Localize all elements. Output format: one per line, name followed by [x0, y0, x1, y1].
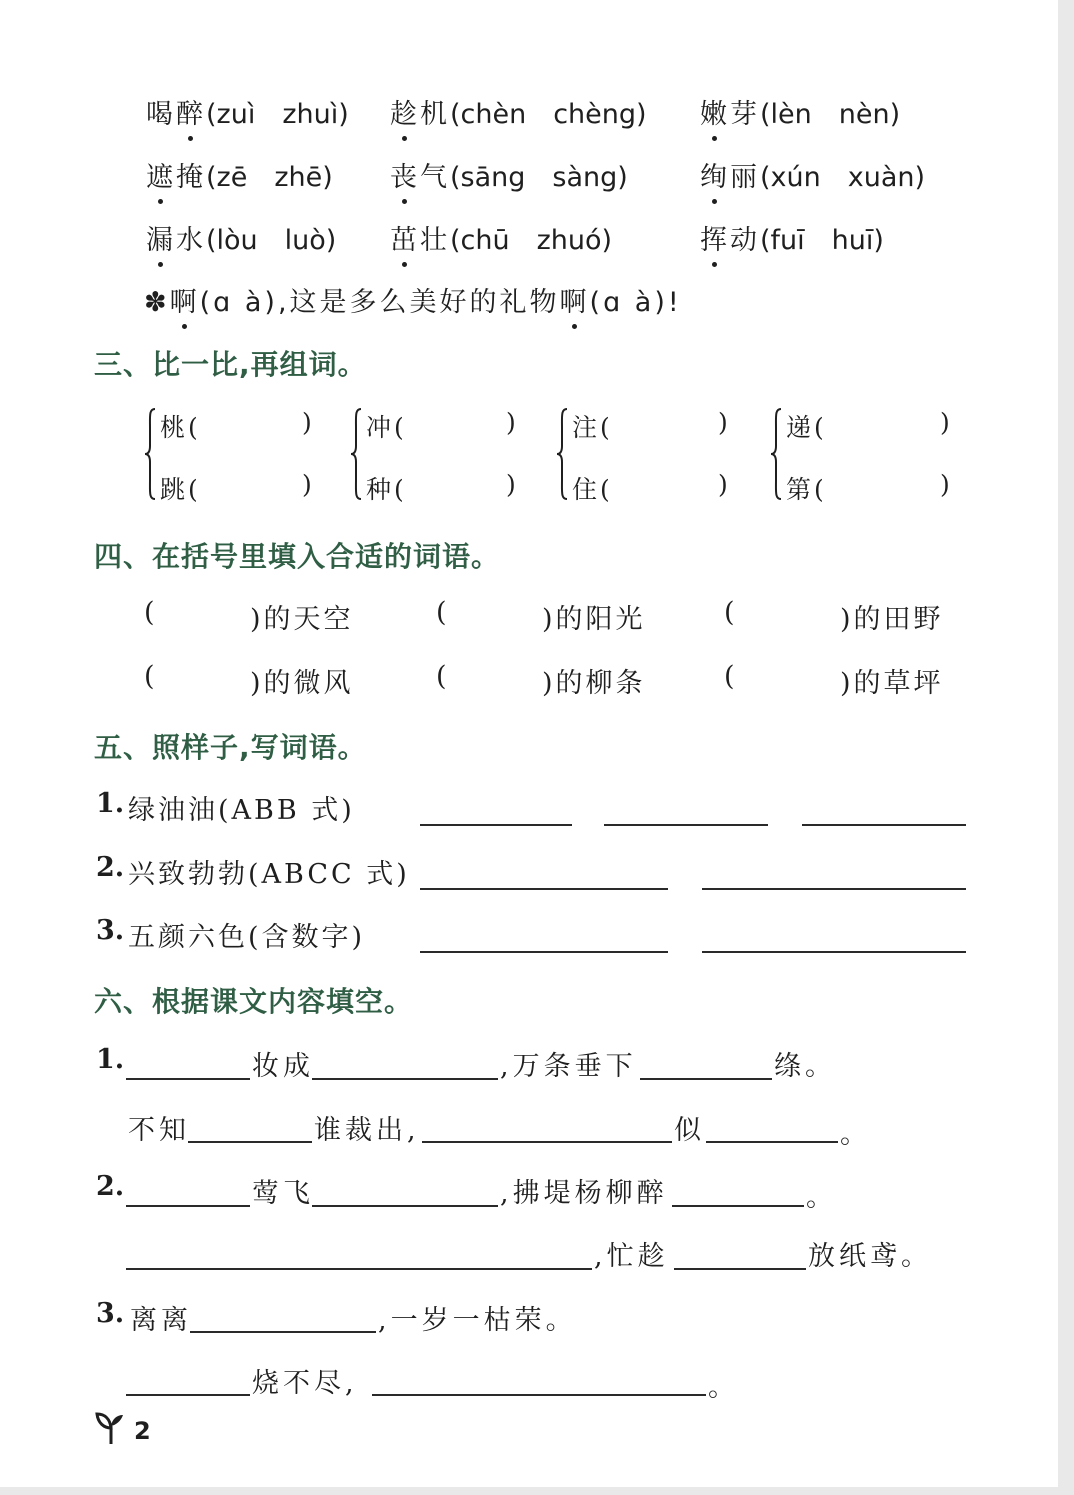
word-chars [700, 162, 760, 193]
q1-text-b: ,万条垂下 [500, 1051, 637, 1082]
compare-close-paren[interactable]: ) [302, 408, 315, 437]
fill-phrase: )的柳条 [542, 668, 646, 699]
brace-icon [144, 408, 156, 500]
blank-line[interactable] [422, 1141, 672, 1143]
word-chars [700, 99, 760, 130]
word-char: 绚 [700, 155, 730, 194]
compare-char: 种( [366, 475, 407, 504]
fill-phrase: )的微风 [250, 668, 354, 699]
word-char: 漏 [146, 218, 176, 257]
blank-line[interactable] [126, 1268, 592, 1270]
word-char: 丽 [730, 162, 760, 193]
blank-line[interactable] [702, 951, 966, 953]
word-chars [390, 162, 450, 193]
section-4-title: 四、在括号里填入合适的词语。 [94, 540, 501, 573]
blank-line[interactable] [420, 951, 668, 953]
q2-text-c: 。 [806, 1182, 837, 1213]
blank-line[interactable] [674, 1268, 806, 1270]
blank-line[interactable] [420, 824, 572, 826]
sentence-middle: 这是多么美好的礼物 [289, 287, 560, 318]
compare-close-paren[interactable]: ) [506, 408, 519, 437]
q2-number: 2. [96, 1171, 125, 1202]
word-char: 气 [420, 162, 450, 193]
blank-line[interactable] [188, 1141, 312, 1143]
brace-icon [350, 408, 362, 500]
q3-number: 3. [96, 1298, 125, 1329]
word-chars [146, 162, 206, 193]
section-5-title: 五、照样子,写词语。 [94, 731, 367, 764]
word-chars [390, 225, 450, 256]
fill-open-paren[interactable]: ( [724, 597, 738, 628]
compare-char: 住( [572, 475, 613, 504]
blank-line[interactable] [672, 1205, 804, 1207]
word-char: 嫩 [700, 92, 730, 131]
word-char: 挥 [700, 218, 730, 257]
blank-line[interactable] [190, 1331, 376, 1333]
compare-char: 注( [572, 413, 613, 442]
pinyin-options-a2: (ɑ à)! [589, 287, 682, 318]
q1-text-f: 似 [674, 1115, 705, 1146]
q1-text-d: 不知 [128, 1115, 190, 1146]
section-3-title: 三、比一比,再组词。 [94, 348, 367, 381]
q3-text-d: 。 [708, 1372, 739, 1403]
word-char: 茁 [390, 218, 420, 257]
q1-text-e: 谁裁出, [314, 1115, 420, 1146]
fill-phrase: )的田野 [840, 604, 944, 635]
fill-open-paren[interactable]: ( [144, 597, 158, 628]
q1-text-a: 妆成 [252, 1051, 314, 1082]
brace-icon [770, 408, 782, 500]
pinyin-options[interactable]: (sāng sàng) [450, 162, 628, 193]
q3-text-c: 烧不尽, [252, 1368, 358, 1399]
compare-char: 递( [786, 413, 827, 442]
compare-close-paren[interactable]: ) [506, 470, 519, 499]
item-number: 2. [96, 852, 125, 883]
compare-char: 桃( [160, 413, 201, 442]
pinyin-options[interactable]: (lòu luò) [206, 225, 337, 256]
polyphone-char-a1: 啊 [170, 280, 200, 319]
item-number: 1. [96, 788, 125, 819]
fill-phrase: )的草坪 [840, 668, 944, 699]
pinyin-item [390, 92, 647, 131]
word-char: 动 [730, 225, 760, 256]
blank-line[interactable] [372, 1394, 706, 1396]
q2-text-b: ,拂堤杨柳醉 [500, 1178, 668, 1209]
fill-open-paren[interactable]: ( [144, 661, 158, 692]
pinyin-options[interactable]: (lèn nèn) [760, 99, 901, 130]
compare-close-paren[interactable]: ) [718, 470, 731, 499]
pinyin-item [700, 218, 884, 257]
blank-line[interactable] [126, 1205, 250, 1207]
word-char: 趁 [390, 92, 420, 131]
q2-text-e: 放纸鸢。 [808, 1241, 932, 1272]
fill-open-paren[interactable]: ( [436, 597, 450, 628]
pinyin-item [146, 155, 333, 194]
q1-text-g: 。 [840, 1119, 871, 1150]
word-char: 掩 [176, 162, 206, 193]
word-char: 芽 [730, 99, 760, 130]
pinyin-options[interactable]: (chèn chèng) [450, 99, 647, 130]
compare-close-paren[interactable]: ) [302, 470, 315, 499]
blank-line[interactable] [126, 1394, 250, 1396]
q3-text-a: 离离 [130, 1305, 192, 1336]
fill-phrase: )的天空 [250, 604, 354, 635]
blank-line[interactable] [802, 824, 966, 826]
star-marker: ✽ [144, 287, 170, 318]
blank-line[interactable] [706, 1141, 838, 1143]
compare-char: 跳( [160, 475, 201, 504]
word-chars [146, 99, 206, 130]
word-chars [146, 225, 206, 256]
q1-number: 1. [96, 1044, 125, 1075]
sprout-icon [94, 1410, 128, 1446]
blank-line[interactable] [420, 888, 668, 890]
word-char: 壮 [420, 225, 450, 256]
q3-text-b: ,一岁一枯荣。 [378, 1305, 577, 1336]
blank-line[interactable] [640, 1078, 772, 1080]
fill-phrase: )的阳光 [542, 604, 646, 635]
pinyin-special-line [144, 280, 682, 319]
q2-text-a: 莺飞 [252, 1178, 314, 1209]
word-char: 丧 [390, 155, 420, 194]
word-char: 水 [176, 225, 206, 256]
compare-char: 第( [786, 475, 827, 504]
q1-text-c: 绦。 [774, 1051, 836, 1082]
blank-line[interactable] [312, 1205, 498, 1207]
pinyin-options-a1: (ɑ à), [199, 287, 290, 318]
pinyin-options[interactable]: (xún xuàn) [760, 162, 926, 193]
q2-text-d: ,忙趁 [594, 1241, 669, 1272]
compare-close-paren[interactable]: ) [718, 408, 731, 437]
item-example: 五颜六色(含数字) [128, 922, 366, 953]
compare-close-paren[interactable]: ) [940, 470, 953, 499]
word-chars [390, 99, 450, 130]
item-number: 3. [96, 915, 125, 946]
word-char: 遮 [146, 155, 176, 194]
item-example: 绿油油(ABB 式) [128, 795, 355, 826]
pinyin-options[interactable]: (fuī huī) [760, 225, 884, 256]
pinyin-item [146, 92, 349, 131]
pinyin-item [390, 155, 628, 194]
polyphone-char-a2: 啊 [560, 280, 590, 319]
fill-open-paren[interactable]: ( [724, 661, 738, 692]
item-example: 兴致勃勃(ABCC 式) [128, 859, 410, 890]
blank-line[interactable] [702, 888, 966, 890]
pinyin-item [390, 218, 612, 257]
word-char: 喝 [146, 99, 176, 130]
pinyin-options[interactable]: (chū zhuó) [450, 225, 613, 256]
blank-line[interactable] [604, 824, 768, 826]
word-chars [700, 225, 760, 256]
blank-line[interactable] [126, 1078, 250, 1080]
pinyin-options[interactable]: (zuì zhuì) [206, 99, 349, 130]
page-number: 2 [134, 1417, 151, 1445]
blank-line[interactable] [312, 1078, 498, 1080]
compare-close-paren[interactable]: ) [940, 408, 953, 437]
fill-open-paren[interactable]: ( [436, 661, 450, 692]
section-6-title: 六、根据课文内容填空。 [94, 985, 414, 1018]
brace-icon [556, 408, 568, 500]
word-char: 醉 [176, 92, 206, 131]
word-char: 机 [420, 99, 450, 130]
pinyin-options[interactable]: (zē zhē) [206, 162, 333, 193]
pinyin-item [700, 92, 900, 131]
compare-char: 冲( [366, 413, 407, 442]
pinyin-item [146, 218, 336, 257]
pinyin-item [700, 155, 925, 194]
